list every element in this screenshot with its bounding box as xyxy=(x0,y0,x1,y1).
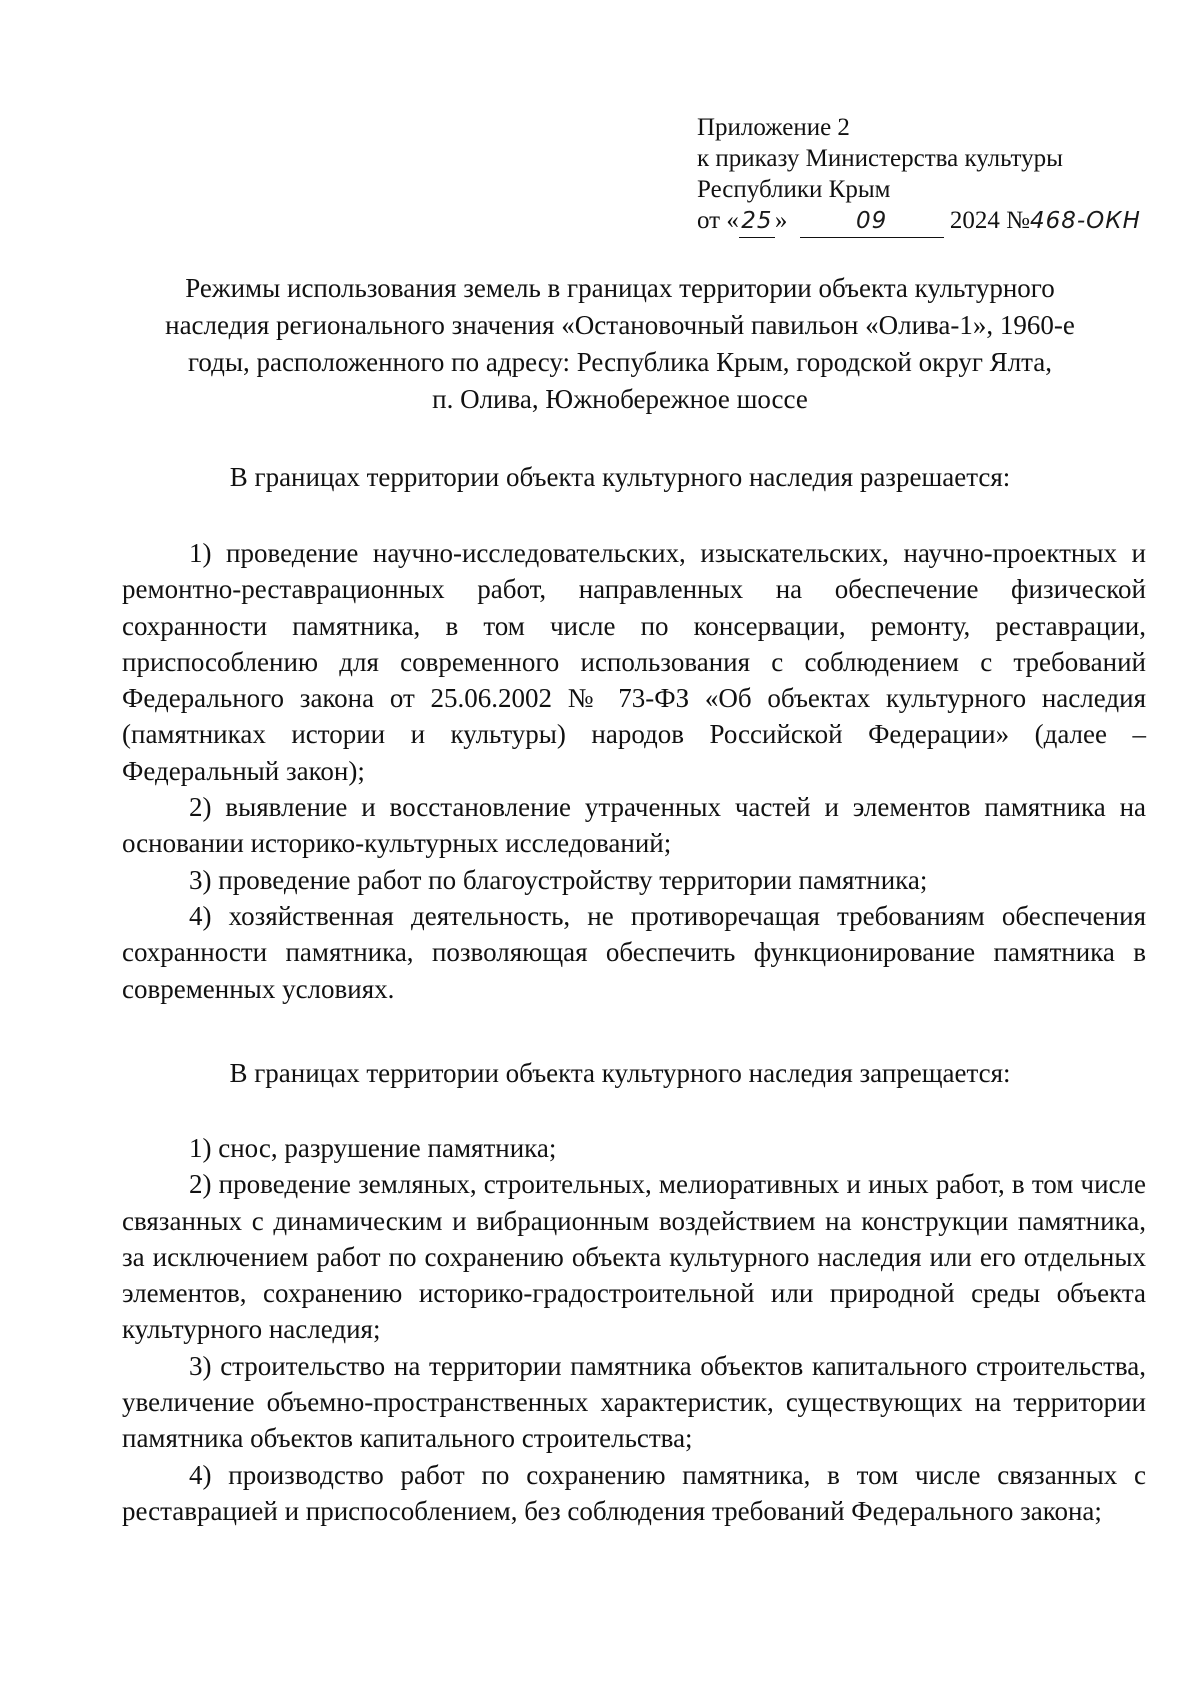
approval-header xyxy=(697,112,1141,238)
forbidden-heading: В границах территории объекта культурного наследия запрещается: xyxy=(229,1058,1011,1088)
appendix-label: Приложение 2 xyxy=(697,114,850,141)
order-date-number xyxy=(697,205,1141,238)
forbidden-list xyxy=(122,1130,1146,1529)
allowed-item: 1) проведение научно-исследовательских, изыскательских, научно-проектных и ремонтно-реставрационных работ, направленных на обеспечение физической сохранности памятника, в том числе по консервации, ремонту, реставрации, приспособлению для современного использования с соблюдением с требований Федерального закона от 25.06.2002 № 73-ФЗ «Об объектах культурного наследия (памятниках истории и культуры) народов Российской Федерации» (далее – Федеральный закон); xyxy=(122,538,1146,786)
date-day-field xyxy=(739,205,775,238)
year-prefix: 2024 № xyxy=(949,207,1030,234)
date-month: 09 xyxy=(855,208,888,234)
allowed-item: 2) выявление и восстановление утраченных частей и элементов памятника на основании историко-культурных исследований; xyxy=(122,792,1146,859)
forbidden-item: 1) снос, разрушение памятника; xyxy=(189,1133,557,1163)
forbidden-item: 2) проведение земляных, строительных, мелиоративных и иных работ, в том числе связанных с динамическим и вибрационным воздействием на конструкции памятника, за исключением работ по сохранению объекта культурного наследия или его отдельных элементов, сохранению историко-градостроительной или природной среды объекта культурного наследия; xyxy=(122,1169,1146,1345)
date-day: 25 xyxy=(741,208,773,234)
forbidden-item: 3) строительство на территории памятника объектов капитального строительства, увеличение объемно-пространственных характеристик, существующих на территории памятника объектов капитального строительства; xyxy=(122,1350,1146,1454)
allowed-item: 4) хозяйственная деятельность, не противоречащая требованиям обеспечения сохранности памятника, позволяющая обеспечить функционирование памятника в современных условиях. xyxy=(122,900,1146,1004)
forbidden-item: 4) производство работ по сохранению памятника, в том числе связанных с реставрацией и приспособлением, без соблюдения требований Федерального закона; xyxy=(122,1459,1146,1526)
title-line: годы, расположенного по адресу: Республика Крым, городской округ Ялта, xyxy=(187,347,1053,377)
date-day-close: » xyxy=(774,207,788,234)
order-number: 468-ОКН xyxy=(1029,208,1141,234)
title-line: Режимы использования земель в границах территории объекта культурного xyxy=(185,273,1055,303)
title-line: наследия регионального значения «Остановочный павильон «Олива-1», 1960-е xyxy=(165,310,1075,340)
document-title xyxy=(120,270,1120,418)
date-month-field xyxy=(800,205,944,238)
title-line: п. Олива, Южнобережное шоссе xyxy=(432,384,808,414)
ministry-region: Республики Крым xyxy=(697,176,891,203)
allowed-list xyxy=(122,535,1146,1007)
allowed-item: 3) проведение работ по благоустройству территории памятника; xyxy=(189,864,928,895)
order-reference: к приказу Министерства культуры xyxy=(697,145,1063,172)
date-prefix: от « xyxy=(697,207,739,234)
allowed-heading: В границах территории объекта культурного наследия разрешается: xyxy=(229,462,1011,492)
